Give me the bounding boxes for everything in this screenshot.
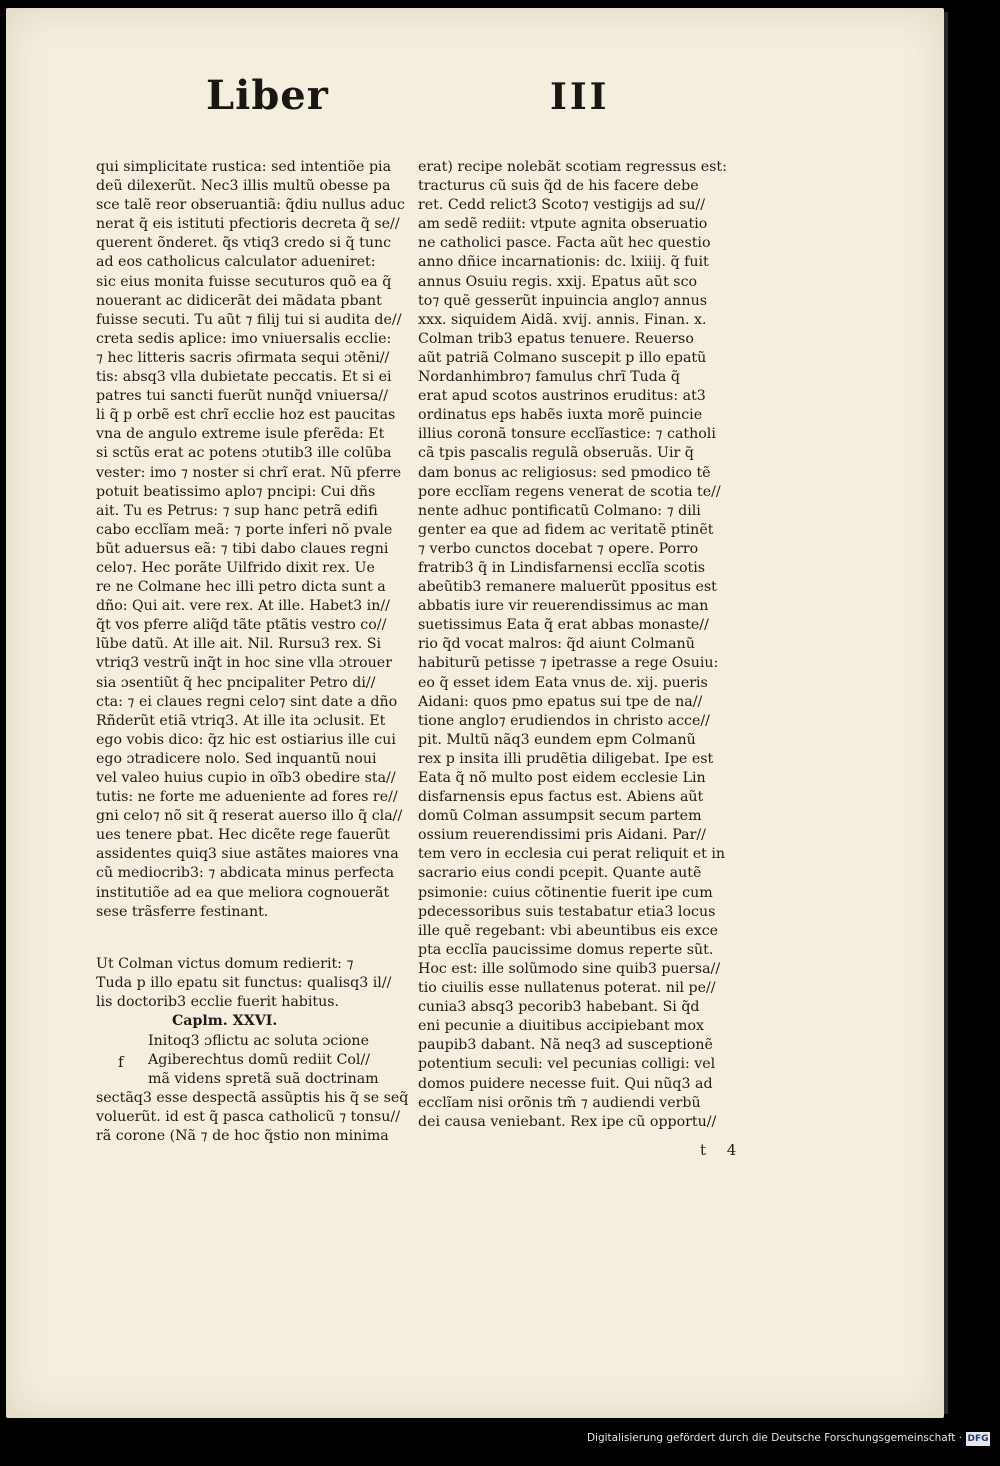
- text-line: tutis: ne forte me adueniente ad fores re//: [96, 789, 398, 806]
- text-line: ego ɔtradicere nolo. Sed inquantũ noui: [96, 750, 377, 767]
- text-line: Rñderũt etiã vtriq3. At ille ita ɔclusit. Et: [96, 712, 386, 729]
- text-line: cta: ⁊ ei claues regni celo⁊ sint date a dño: [96, 693, 398, 710]
- text-line: nouerant ac didicerãt dei mãdata pbant: [96, 292, 382, 309]
- text-line: paupib3 dabant. Nã neq3 ad susceptionẽ: [418, 1037, 713, 1054]
- text-line: Hoc est: ille solũmodo sine quib3 puersa//: [418, 960, 721, 977]
- text-line: erat) recipe nolebãt scotiam regressus est:: [418, 159, 727, 175]
- text-line: am sedẽ rediit: vtpute agnita obseruatio: [418, 216, 708, 233]
- text-line: sic eius monita fuisse secuturos quõ ea q̃: [96, 273, 392, 290]
- text-line: to⁊ quẽ gesserũt inpuincia anglo⁊ annus: [418, 292, 707, 309]
- text-line: rio q̃d vocat malros: q̃d aiunt Colmanũ: [418, 636, 695, 653]
- text-line: voluerũt. id est q̃ pasca catholicũ ⁊ tonsu//: [96, 1109, 400, 1126]
- text-line: nente adhuc pontificatũ Colmano: ⁊ dili: [418, 502, 701, 519]
- digitization-credit: Digitalisierung gefördert durch die Deutsche Forschungsgemeinschaft ·: [586, 1432, 962, 1444]
- text-line: ⁊ verbo cunctos docebat ⁊ opere. Porro: [418, 540, 699, 557]
- text-line: genter ea que ad fidem ac veritatẽ ptinẽt: [418, 521, 714, 538]
- text-line: abbatis iure vir reuerendissimus ac man: [418, 598, 709, 615]
- running-header-liber: Liber: [206, 72, 329, 119]
- dfg-logo: DFG: [967, 1434, 989, 1444]
- text-line: ues tenere pbat. Hec dicẽte rege fauerũt: [96, 827, 390, 844]
- text-line: cabo ecclĩam meã: ⁊ porte inferi nõ pvale: [96, 521, 393, 538]
- text-line: deũ dilexerũt. Nec3 illis multũ obesse pa: [96, 178, 391, 195]
- text-line: suetissimus Eata q̃ erat abbas monaste//: [418, 617, 709, 634]
- text-line: pit. Multũ nãq3 eundem epm Colmanũ: [418, 731, 696, 748]
- text-line: tio ciuilis esse nullatenus poterat. nil pe//: [418, 980, 716, 997]
- chapter-title: [96, 955, 408, 1012]
- text-line: patres tui sancti fuerũt nunq̃d vniuersa//: [96, 388, 388, 405]
- text-line: ret. Cedd relict3 Scoto⁊ vestigijs ad su//: [418, 197, 706, 214]
- text-line: domos puidere necesse fuit. Qui nũq3 ad: [418, 1075, 713, 1092]
- text-line: si sctũs erat ac potens ɔtutib3 ille colũba: [96, 445, 392, 462]
- text-line: domũ Colman assumpsit secum partem: [418, 808, 702, 825]
- text-line: aũt patriã Colmano suscepit p illo epatũ: [418, 349, 707, 366]
- left-column: [96, 158, 408, 922]
- text-line: Eata q̃ nõ multo post eidem ecclesie Lin: [418, 770, 706, 786]
- signature-mark: t 4: [700, 1141, 745, 1159]
- text-line: institutiõe ad ea que meliora cognouerãt: [96, 884, 390, 901]
- chapter-title-line: Tuda p illo epatu sit functus: qualisq3 il//: [96, 975, 392, 992]
- text-line: dam bonus ac religiosus: sed pmodico tẽ: [418, 464, 711, 481]
- text-line: cã tpis pascalis regulã obseruãs. Uir q̃: [418, 445, 694, 462]
- text-line: ait. Tu es Petrus: ⁊ sup hanc petrã edifi: [96, 502, 378, 519]
- text-line: ille quẽ regebant: vbi abeuntibus eis exce: [418, 922, 719, 939]
- text-line: qui simplicitate rustica: sed intentiõe pia: [96, 159, 392, 175]
- text-line: mã videns spretã suã doctrinam: [148, 1071, 379, 1088]
- text-line: vtriq3 vestrũ inq̃t in hoc sine vlla ɔtrouer: [96, 655, 392, 672]
- text-line: bũt aduersus eã: ⁊ tibi dabo claues regni: [96, 540, 389, 557]
- text-line: abeũtib3 remanere maluerũt ppositus est: [418, 579, 717, 596]
- text-line: cũ mediocrib3: ⁊ abdicata minus perfecta: [96, 865, 395, 882]
- text-line: sce talẽ reor obseruantiã: q̃diu nullus aduc: [96, 197, 405, 214]
- text-line: sectãq3 esse despectã assũptis his q̃ se seq̃: [96, 1090, 408, 1107]
- chapter-body: [96, 1032, 408, 1147]
- text-line: assidentes quiq3 siue astãtes maiores vna: [96, 846, 399, 863]
- text-line: tem vero in ecclesia cui perat reliquit et in: [418, 846, 726, 863]
- text-line: rã corone (Nã ⁊ de hoc q̃stio non minima: [96, 1128, 389, 1145]
- text-line: eo q̃ esset idem Eata vnus de. xij. pueris: [418, 674, 708, 691]
- text-line: ordinatus eps habẽs iuxta morẽ puincie: [418, 407, 703, 424]
- text-line: lũbe datũ. At ille ait. Nil. Rursu3 rex. Si: [96, 636, 382, 653]
- text-line: potentium seculi: vel pecunias colligi: vel: [418, 1056, 716, 1073]
- text-line: anno dñice incarnationis: dc. lxiiij. q̃ fuit: [418, 254, 709, 271]
- text-line: ⁊ hec litteris sacris ɔfirmata sequi ɔtẽni//: [96, 349, 390, 366]
- text-line: ego vobis dico: q̃z hic est ostiarius ille cui: [96, 731, 396, 748]
- text-line: ad eos catholicus calculator adueniret:: [96, 254, 376, 271]
- text-line: Colman trib3 epatus tenuere. Reuerso: [418, 330, 694, 347]
- text-line: Nordanhimbro⁊ famulus chrĩ Tuda q̃: [418, 369, 680, 386]
- text-line: tracturus cũ suis q̃d de his facere debe: [418, 178, 699, 195]
- text-line: xxx. siquidem Aidã. xvij. annis. Finan. x.: [418, 311, 707, 328]
- text-line: vel valeo huius cupio in oĩb3 obedire sta//: [96, 770, 396, 786]
- text-line: nerat q̃ eis istituti pfectioris decreta q̃ se//: [96, 216, 400, 233]
- text-line: querent õnderet. q̃s vtiq3 credo si q̃ tunc: [96, 235, 392, 252]
- text-line: illius coronã tonsure ecclĩastice: ⁊ catholi: [418, 426, 716, 443]
- text-line: Agiberechtus domũ rediit Col//: [148, 1052, 370, 1069]
- text-line: vna de angulo extreme isule pferẽda: Et: [96, 426, 385, 443]
- text-line: pdecessoribus suis testabatur etia3 locus: [418, 903, 716, 920]
- text-line: vester: imo ⁊ noster si chrĩ erat. Nũ pferre: [96, 464, 402, 481]
- text-line: psimonie: cuius cõtinentie fuerit ipe cum: [418, 884, 713, 901]
- text-line: habiturũ petisse ⁊ ipetrasse a rege Osuiu:: [418, 655, 719, 672]
- text-line: dei causa veniebant. Rex ipe cũ opportu//: [418, 1113, 717, 1130]
- right-column: [418, 158, 764, 1132]
- text-line: fuisse secuti. Tu aũt ⁊ filij tui si audita de//: [96, 311, 402, 328]
- text-line: creta sedis aplice: imo vniuersalis ecclie:: [96, 330, 392, 347]
- text-line: ne catholici pasce. Facta aũt hec questio: [418, 235, 711, 252]
- text-line: sacrario eius condi pcepit. Quante autẽ: [418, 865, 702, 882]
- text-line: celo⁊. Hec porãte Uilfrido dixit rex. Ue: [96, 559, 375, 576]
- text-line: eni pecunie a diuitibus accipiebant mox: [418, 1018, 705, 1035]
- text-line: ossium reuerendissimi pris Aidani. Par//: [418, 827, 706, 844]
- text-line: re ne Colmane hec illi petro dicta sunt a: [96, 579, 386, 596]
- text-line: erat apud scotos austrinos eruditus: at3: [418, 388, 706, 405]
- running-header-book-number: III: [550, 76, 610, 118]
- text-line: q̃t vos pferre aliq̃d tãte ptãtis vestro co//: [96, 617, 387, 634]
- text-line: tione anglo⁊ erudiendos in christo acce//: [418, 712, 710, 729]
- text-line: disfarnensis epus factus est. Abiens aũt: [418, 789, 704, 806]
- text-line: fratrib3 q̃ in Lindisfarnensi ecclĩa scotis: [418, 559, 706, 576]
- text-line: ecclĩam nisi orõnis tm̃ ⁊ audiendi verbũ: [418, 1094, 701, 1111]
- text-line: potuit beatissimo aplo⁊ pncipi: Cui dñs: [96, 483, 376, 500]
- text-line: rex p insita illi prudẽtia diligebat. Ipe est: [418, 750, 714, 767]
- chapter-number-heading: Caplm. XXVI.: [172, 1013, 278, 1029]
- text-line: dño: Qui ait. vere rex. At ille. Habet3 in//: [96, 598, 390, 615]
- text-line: pore ecclĩam regens venerat de scotia te//: [418, 483, 721, 500]
- text-line: sese trãsferre festinant.: [96, 903, 269, 920]
- chapter-title-line: lis doctorib3 ecclie fuerit habitus.: [96, 994, 340, 1011]
- marginal-letter: f: [118, 1053, 124, 1071]
- page-edge: [944, 12, 948, 1414]
- chapter-title-line: Ut Colman victus domum redierit: ⁊: [96, 956, 354, 972]
- text-line: li q̃ p orbẽ est chrĩ ecclie hoz est paucitas: [96, 407, 396, 424]
- text-line: annus Osuiu regis. xxij. Epatus aũt sco: [418, 273, 698, 290]
- text-line: cunia3 absq3 pecorib3 habebant. Si q̃d: [418, 999, 700, 1016]
- text-line: Aidani: quos pmo epatus sui tpe de na//: [418, 693, 703, 710]
- text-line: sia ɔsentiũt q̃ hec pncipaliter Petro di//: [96, 674, 376, 691]
- text-line: pta ecclĩa paucissime domus reperte sũt.: [418, 941, 714, 958]
- text-line: Initoq3 ɔflictu ac soluta ɔcione: [148, 1033, 369, 1049]
- text-line: tis: absq3 vlla dubietate peccatis. Et si ei: [96, 369, 392, 386]
- text-line: gni celo⁊ nõ sit q̃ reserat auerso illo q̃ cla//: [96, 808, 403, 825]
